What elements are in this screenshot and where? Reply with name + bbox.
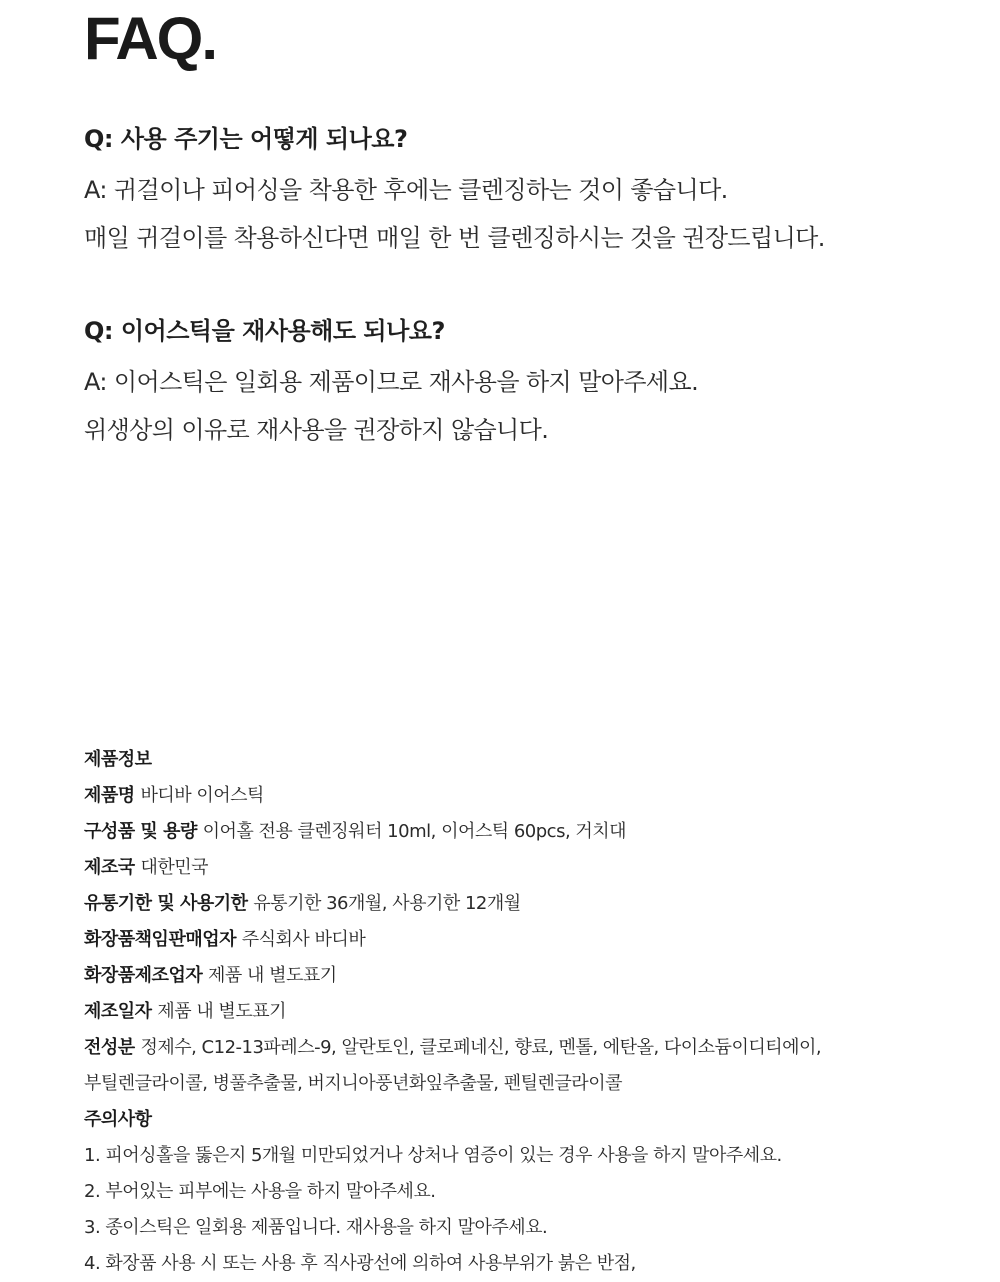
faq-item xyxy=(84,122,984,262)
caution-item: 4. 화장품 사용 시 또는 사용 후 직사광선에 의하여 사용부위가 붉은 반점, xyxy=(84,1253,636,1274)
info-label: 제조국 xyxy=(84,857,141,878)
info-label: 화장품제조업자 xyxy=(84,965,208,986)
caution-heading: 주의사항 xyxy=(84,1109,152,1130)
info-label: 전성분 xyxy=(84,1037,141,1058)
info-value: 정제수, C12-13파레스-9, 알란토인, 클로페네신, 향료, 멘톨, 에탄올, 다이소듐이디티에이, xyxy=(140,1037,822,1058)
info-row xyxy=(84,922,984,958)
info-row xyxy=(84,814,984,850)
product-info-heading: 제품정보 xyxy=(84,749,152,770)
info-value: 대한민국 xyxy=(140,857,208,878)
caution-item: 2. 부어있는 피부에는 사용을 하지 말아주세요. xyxy=(84,1181,436,1202)
faq-answer-line: A: 귀걸이나 피어싱을 착용한 후에는 클렌징하는 것이 좋습니다. xyxy=(84,176,728,204)
info-row xyxy=(84,850,984,886)
info-value: 제품 내 별도표기 xyxy=(207,965,337,986)
info-value: 이어홀 전용 클렌징워터 10ml, 이어스틱 60pcs, 거치대 xyxy=(202,821,627,842)
info-row xyxy=(84,778,984,814)
caution-item: 1. 피어싱홀을 뚫은지 5개월 미만되었거나 상처나 염증이 있는 경우 사용을 하지 말아주세요. xyxy=(84,1145,782,1166)
page-title: FAQ. xyxy=(84,5,217,72)
info-row xyxy=(84,994,984,1030)
faq-question: Q: 사용 주기는 어떻게 되나요? xyxy=(84,125,408,153)
info-row xyxy=(84,886,984,922)
faq-answer-line: 위생상의 이유로 재사용을 권장하지 않습니다. xyxy=(84,416,549,444)
info-value: 바디바 이어스틱 xyxy=(140,785,264,806)
info-value: 유통기한 36개월, 사용기한 12개월 xyxy=(253,893,521,914)
info-value: 제품 내 별도표기 xyxy=(157,1001,286,1022)
info-row xyxy=(84,1030,984,1066)
faq-item xyxy=(84,314,984,454)
info-row xyxy=(84,958,984,994)
faq-question: Q: 이어스틱을 재사용해도 되나요? xyxy=(84,317,445,345)
info-label: 구성품 및 용량 xyxy=(84,821,203,842)
faq-answer-line: 매일 귀걸이를 착용하신다면 매일 한 번 클렌징하시는 것을 권장드립니다. xyxy=(84,224,825,252)
info-label: 유통기한 및 사용기한 xyxy=(84,893,254,914)
info-value: 주식회사 바디바 xyxy=(241,929,366,950)
info-label: 화장품책임판매업자 xyxy=(84,929,242,950)
info-label: 제품명 xyxy=(84,785,141,806)
info-label: 제조일자 xyxy=(84,1001,158,1022)
caution-item: 3. 종이스틱은 일회용 제품입니다. 재사용을 하지 말아주세요. xyxy=(84,1217,548,1238)
faq-answer-line: A: 이어스틱은 일회용 제품이므로 재사용을 하지 말아주세요. xyxy=(84,368,699,396)
product-info xyxy=(84,742,984,1282)
ingredients-continued: 부틸렌글라이콜, 병풀추출물, 버지니아풍년화잎추출물, 펜틸렌글라이콜 xyxy=(84,1073,622,1094)
